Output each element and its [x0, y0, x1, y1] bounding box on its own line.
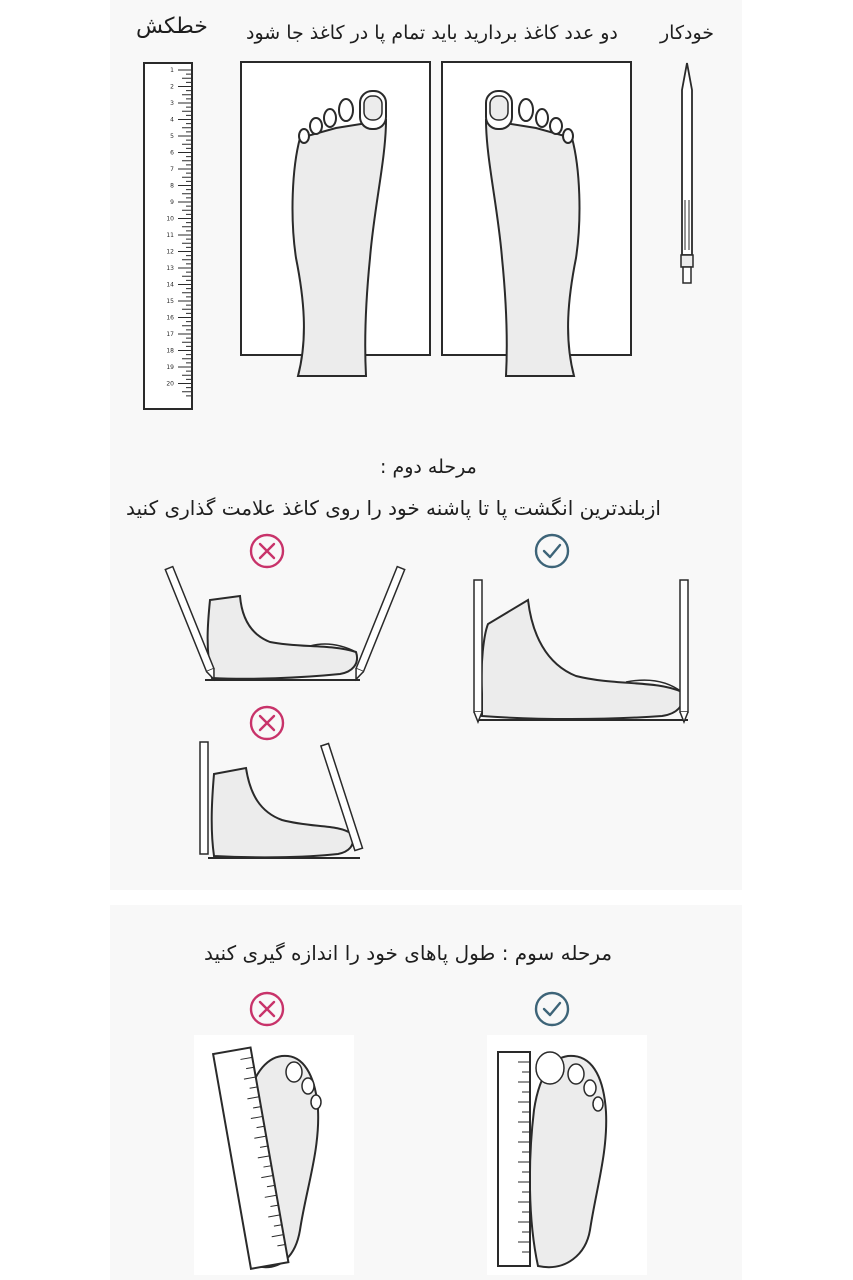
step2-title: مرحله دوم :: [380, 456, 477, 478]
pen-illustration: [676, 60, 698, 288]
ruler-tick-label: 15: [166, 298, 174, 305]
ruler-tick-label: 3: [170, 100, 174, 107]
ruler-tick-label: 9: [170, 199, 174, 206]
check-circle-icon: [533, 990, 571, 1028]
ruler-tick-label: 16: [166, 314, 174, 322]
paper-feet-illustration: [236, 58, 636, 380]
ruler-label: خطکش: [136, 14, 208, 39]
pen-label: خودکار: [660, 22, 715, 44]
cross-circle-icon: [248, 704, 286, 742]
ruler-tick-label: 13: [166, 265, 174, 272]
ruler-tick-label: 18: [166, 347, 174, 355]
ruler-tick-label: 8: [170, 182, 174, 190]
ruler-tick-label: 12: [166, 248, 174, 256]
ruler-tick-label: 6: [170, 149, 174, 157]
ruler-tick-label: 1: [170, 67, 174, 74]
ruler-tick-label: 14: [166, 281, 174, 289]
correct-measure-illustration: [490, 1040, 644, 1276]
ruler-tick-label: 5: [170, 133, 174, 140]
ruler-tick-label: 4: [170, 116, 174, 124]
wrong-measure-illustration: [196, 1040, 352, 1276]
wrong-marking-angled-illustration: [160, 560, 412, 684]
paper-instruction: دو عدد کاغذ بردارید باید تمام پا در کاغذ جا شود: [246, 22, 618, 44]
cross-circle-icon: [248, 990, 286, 1028]
wrong-marking-tilted-illustration: [192, 738, 368, 864]
step2-instruction: ازبلندترین انگشت پا تا پاشنه خود را روی کاغذ علامت گذاری کنید: [126, 496, 661, 520]
step3-title: مرحله سوم : طول پاهای خود را اندازه گیری کنید: [204, 941, 613, 965]
ruler-tick-label: 20: [166, 380, 174, 388]
correct-marking-illustration: [466, 574, 696, 724]
ruler-tick-label: 19: [166, 364, 174, 371]
ruler-tick-label: 11: [166, 232, 174, 239]
check-circle-icon: [533, 532, 571, 570]
ruler-illustration: [140, 60, 198, 414]
ruler-tick-label: 17: [166, 331, 174, 338]
ruler-tick-label: 10: [166, 215, 174, 223]
ruler-tick-label: 7: [170, 166, 174, 173]
ruler-tick-label: 2: [170, 83, 174, 91]
